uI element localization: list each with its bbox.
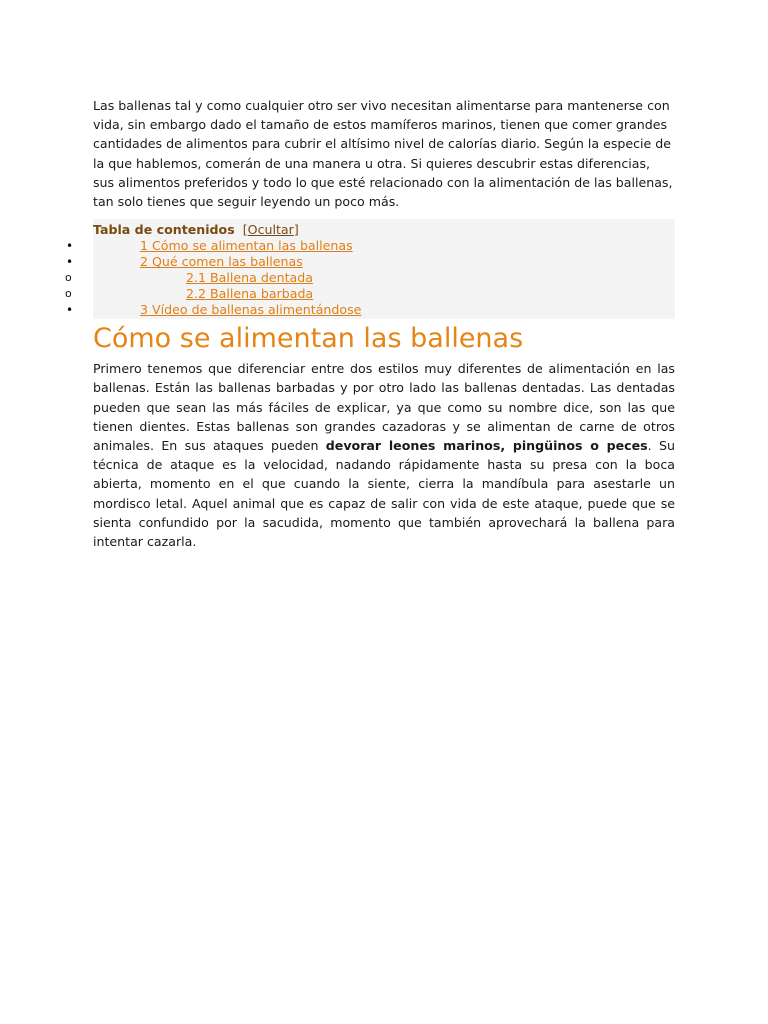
circle-bullet-icon: o <box>65 271 72 285</box>
section-paragraph <box>93 359 675 551</box>
paragraph-text-before: Primero tenemos que diferenciar entre dos estilos muy diferentes de alimentación en las ballenas. Están las ballenas barbadas y por otro lado las ballenas dentadas. Las dentadas pueden que sean las más fáciles de explicar, ya que como su nombre dice, son las que tienen dientes. Estas ballenas son grandes cazadoras y se alimentan de carne de otros animales. En sus ataques pueden <box>93 361 675 454</box>
intro-paragraph: Las ballenas tal y como cualquier otro ser vivo necesitan alimentarse para mantenerse con vida, sin embargo dado el tamaño de estos mamíferos marinos, tienen que comer grandes cantidades de alimentos para cubrir el altísimo nivel de calorías diario. Según la especie de la que hablemos, comerán de una manera u otra. Si quieres descubrir estas diferencias, sus alimentos preferidos y todo lo que esté relacionado con la alimentación de las ballenas, tan solo tienes que seguir leyendo un poco más. <box>93 98 673 210</box>
toc-title: Tabla de contenidos <box>93 222 235 238</box>
circle-bullet-icon: o <box>65 287 72 301</box>
toc-item-number: 2.2 <box>186 286 207 302</box>
toc-item-label: Ballena barbada <box>206 286 314 302</box>
toc-list <box>65 238 675 318</box>
toc-item-label: Vídeo de ballenas alimentándose <box>148 302 362 318</box>
toc-item-number: 2.1 <box>186 270 207 286</box>
paragraph-bold-text: devorar leones marinos, pingüinos o peces <box>325 438 648 454</box>
bullet-icon: • <box>66 303 74 318</box>
toc-link-video[interactable] <box>140 302 361 317</box>
toc-item <box>66 238 675 254</box>
bullet-icon: • <box>66 239 74 254</box>
section-heading: Cómo se alimentan las ballenas <box>93 323 524 355</box>
toc-item-number: 3 <box>140 302 149 318</box>
toc-toggle <box>243 222 299 237</box>
toc-item-number: 1 <box>140 238 149 254</box>
toc-link-ballena-dentada[interactable] <box>186 270 313 285</box>
toc-link-como-se-alimentan[interactable] <box>140 238 353 253</box>
toc-item-label: Cómo se alimentan las ballenas <box>148 238 353 254</box>
toc-hide-link[interactable]: Ocultar <box>247 222 294 238</box>
toc-subitem <box>65 270 675 286</box>
toc-link-que-comen[interactable] <box>140 254 303 269</box>
article <box>65 96 675 551</box>
toc-item-label: Ballena dentada <box>206 270 313 286</box>
toc-toggle-open-bracket: [ <box>242 222 248 238</box>
toc-item-label: Qué comen las ballenas <box>148 254 303 270</box>
toc-item <box>66 254 675 270</box>
toc-toggle-close-bracket: ] <box>293 222 299 238</box>
toc-item-number: 2 <box>140 254 149 270</box>
toc-link-ballena-barbada[interactable] <box>186 286 313 301</box>
table-of-contents <box>65 219 675 319</box>
toc-header <box>93 222 675 238</box>
bullet-icon: • <box>66 255 74 270</box>
toc-item <box>66 302 675 318</box>
paragraph-text-after: . Su técnica de ataque es la velocidad, nadando rápidamente hasta su presa con la boca abierta, momento en el que cuando la siente, cierra la mandíbula para asestarle un mordisco letal. Aquel animal que es capaz de salir con vida de este ataque, puede que se sienta confundido por la sacudida, momento que también aprovechará la ballena para intentar cazarla. <box>93 438 675 550</box>
toc-subitem <box>65 286 675 302</box>
